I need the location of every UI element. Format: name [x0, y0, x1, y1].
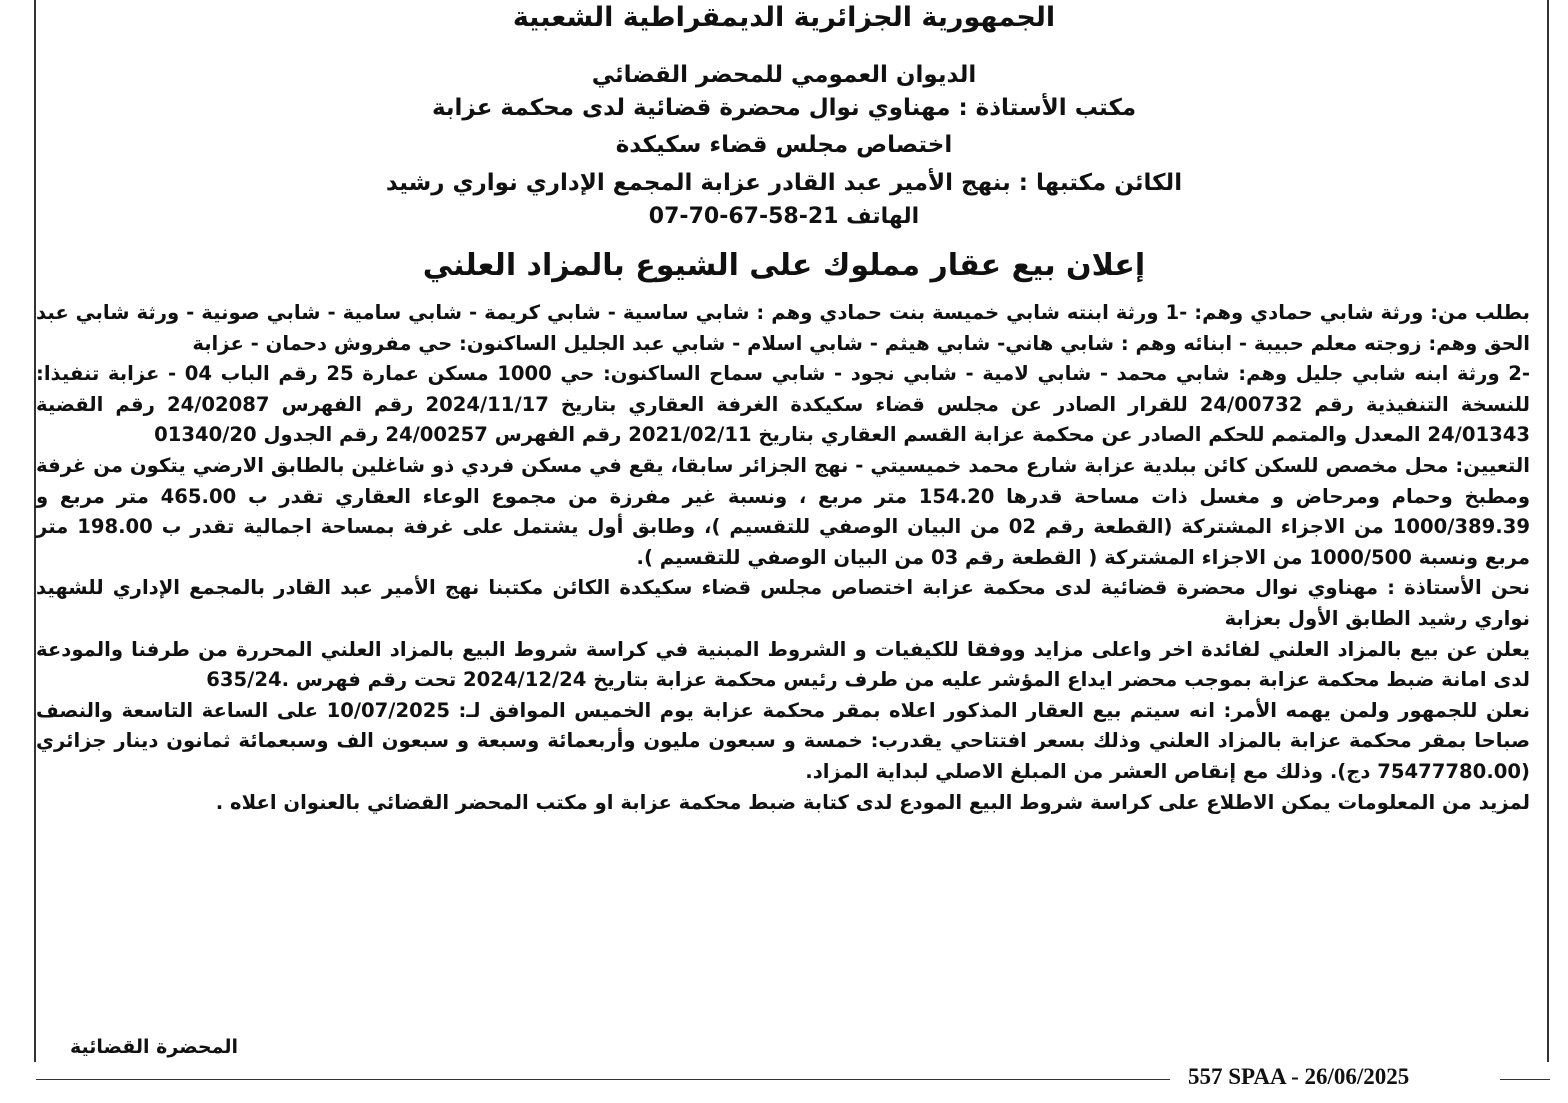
paragraph-bailiff: نحن الأستاذة : مهناوي نوال محضرة قضائية لدى محكمة عزابة اختصاص مجلس قضاء سكيكدة الكائن مكتبنا نهج الأمير عبد القادر بالمجمع الإداري للشهيد نواري رشيد الطابق الأول بعزابة	[36, 576, 1530, 630]
footer-rule-right	[1500, 1079, 1550, 1080]
notice-title: إعلان بيع عقار مملوك على الشيوع بالمزاد العلني	[422, 248, 1146, 283]
notice-body	[36, 298, 1530, 818]
signature: المحضرة القضائية	[69, 1036, 238, 1058]
jurisdiction-heading: اختصاص مجلس قضاء سكيكدة	[615, 132, 953, 158]
publication-reference: 557 SPAA - 26/06/2025	[1188, 1064, 1410, 1089]
bailiff-heading: مكتب الأستاذة : مهناوي نوال محضرة قضائية لدى محكمة عزابة	[431, 95, 1137, 121]
paragraph-heirs-execution: -2 ورثة ابنه شابي جليل وهم: شابي محمد - شابي لامية - شابي نجود - شابي سماح الساكنون: حي 1000 مسكن عمارة 25 رقم الباب 04 - عزابة تنفيذا: للنسخة التنفيذية رقم 24/00732 للقرار الصادر عن مجلس قضاء سكيكدة الغرفة العقاري بتاريخ 2024/11/17 رقم الفهرس 24/02087 رقم القضية 24/01343 المعدل والمتمم للحكم الصادر عن محكمة عزابة القسم العقاري بتاريخ 2021/02/11 رقم الفهرس 24/00257 رقم الجدول 01340/20	[36, 362, 1531, 447]
paragraph-sale-date: نعلن للجمهور ولمن يهمه الأمر: انه سيتم بيع العقار المذكور اعلاه بمقر محكمة عزابة يوم الخميس الموافق لـ: 10/07/2025 على الساعة التاسعة والنصف صباحا بمقر محكمة عزابة بالمزاد العلني وذلك بسعر افتتاحي يقدرب: خمسة و سبعون مليون وأربعمائة وسبعة و سبعون الف وسبعمائة ثمانون دينار جزائري (75477780.00 دج). وذلك مع إنقاص العشر من المبلغ الاصلي لبداية المزاد.	[36, 698, 1530, 783]
paragraph-announcement: يعلن عن بيع بالمزاد العلني لفائدة اخر واعلى مزايد ووفقا للكيفيات و الشروط المبنية في كراسة شروط البيع بالمزاد العلني المحررة من طرفنا والمودعة لدى امانة ضبط محكمة عزابة بموجب محضر ايداع المؤشر عليه من طرف رئيس محكمة عزابة بتاريخ 2024/12/24 تحت رقم فهرس .635/24	[36, 637, 1530, 692]
phone-heading: الهاتف 21-58-67-70-07	[648, 204, 920, 229]
footer-rule-left	[36, 1079, 1170, 1080]
office-heading: الديوان العمومي للمحضر القضائي	[591, 62, 977, 88]
paragraph-more-info: لمزيد من المعلومات يمكن الاطلاع على كراسة شروط البيع المودع لدى كتابة ضبط محكمة عزابة او مكتب المحضر القضائي بالعنوان اعلاه .	[215, 790, 1530, 814]
paragraph-requesters: بطلب من: ورثة شابي حمادي وهم: -1 ورثة ابنته شابي خميسة بنت حمادي وهم : شابي ساسية - شابي كريمة - شابي سامية - شابي صونية - ورثة شابي عبد الحق وهم: زوجته معلم حبيبة - ابنائه وهم : شابي هاني- شابي هيثم - شابي اسلام - شابي عبد الجليل الساكنون: حي مفروش دحمان - عزابة	[36, 301, 1530, 355]
paragraph-designation: التعيين: محل مخصص للسكن كائن ببلدية عزابة شارع محمد خميسيتي - نهج الجزائر سابقا، يقع في مسكن فردي ذو شاغلين بالطابق الارضي يتكون من غرفة ومطبخ وحمام ومرحاض و مغسل ذات مساحة قدرها 154.20 متر مربع ، ونسبة غير مفرزة من مجموع الوعاء العقاري تقدر ب 465.00 متر مربع و 1000/389.39 من الاجزاء المشتركة (القطعة رقم 02 من البيان الوصفي للتقسيم )، وطابق أول يشتمل على غرفة بمساحة اجمالية تقدر ب 198.00 متر مربع ونسبة 1000/500 من الاجزاء المشتركة ( القطعة رقم 03 من البيان الوصفي للتقسيم ).	[36, 453, 1530, 569]
address-heading: الكائن مكتبها : بنهج الأمير عبد القادر عزابة المجمع الإداري نواري رشيد	[385, 170, 1183, 196]
republic-heading: الجمهورية الجزائرية الديمقراطية الشعبية	[512, 2, 1056, 33]
